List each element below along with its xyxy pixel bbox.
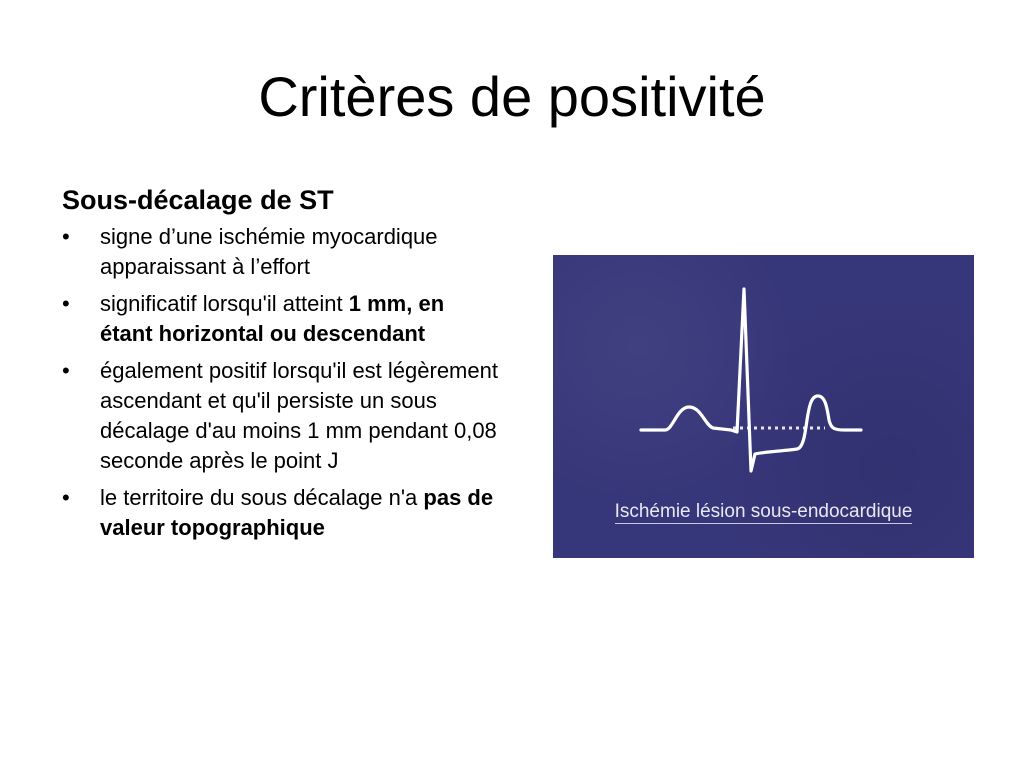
bullet-text-bold: pas de valeur topographique — [100, 485, 494, 540]
ecg-figure — [553, 255, 974, 558]
slide-title: Critères de positivité — [258, 65, 766, 128]
bullet-text: significatif lorsqu'il atteint — [100, 291, 349, 316]
bullet-text: signe d’une ischémie myocardique apparaissant à l’effort — [100, 224, 438, 279]
bullet-text: le territoire du sous décalage n'a — [100, 485, 424, 510]
bullet-marker: • — [62, 358, 70, 383]
bullet-marker: • — [62, 485, 70, 510]
ecg-caption-text: Ischémie lésion sous-endocardique — [614, 501, 913, 522]
bullet-text: également positif lorsqu'il est légèrement ascendant et qu'il persiste un sous décalage d'au moins 1 mm pendant 0,08 seconde après le point J — [100, 358, 498, 473]
ecg-waveform — [641, 289, 861, 471]
bullet-marker: • — [62, 291, 70, 316]
section-heading: Sous-décalage de ST — [62, 185, 334, 215]
bullet-marker: • — [62, 224, 70, 249]
bullet-item — [62, 356, 502, 476]
ecg-caption — [553, 501, 974, 523]
bullet-item — [62, 222, 502, 282]
bullet-list — [62, 222, 502, 543]
content-area — [62, 180, 502, 550]
bullet-text-bold: 1 mm, en étant horizontal ou descendant — [100, 291, 445, 346]
bullet-item — [62, 289, 502, 349]
bullet-item — [62, 483, 502, 543]
